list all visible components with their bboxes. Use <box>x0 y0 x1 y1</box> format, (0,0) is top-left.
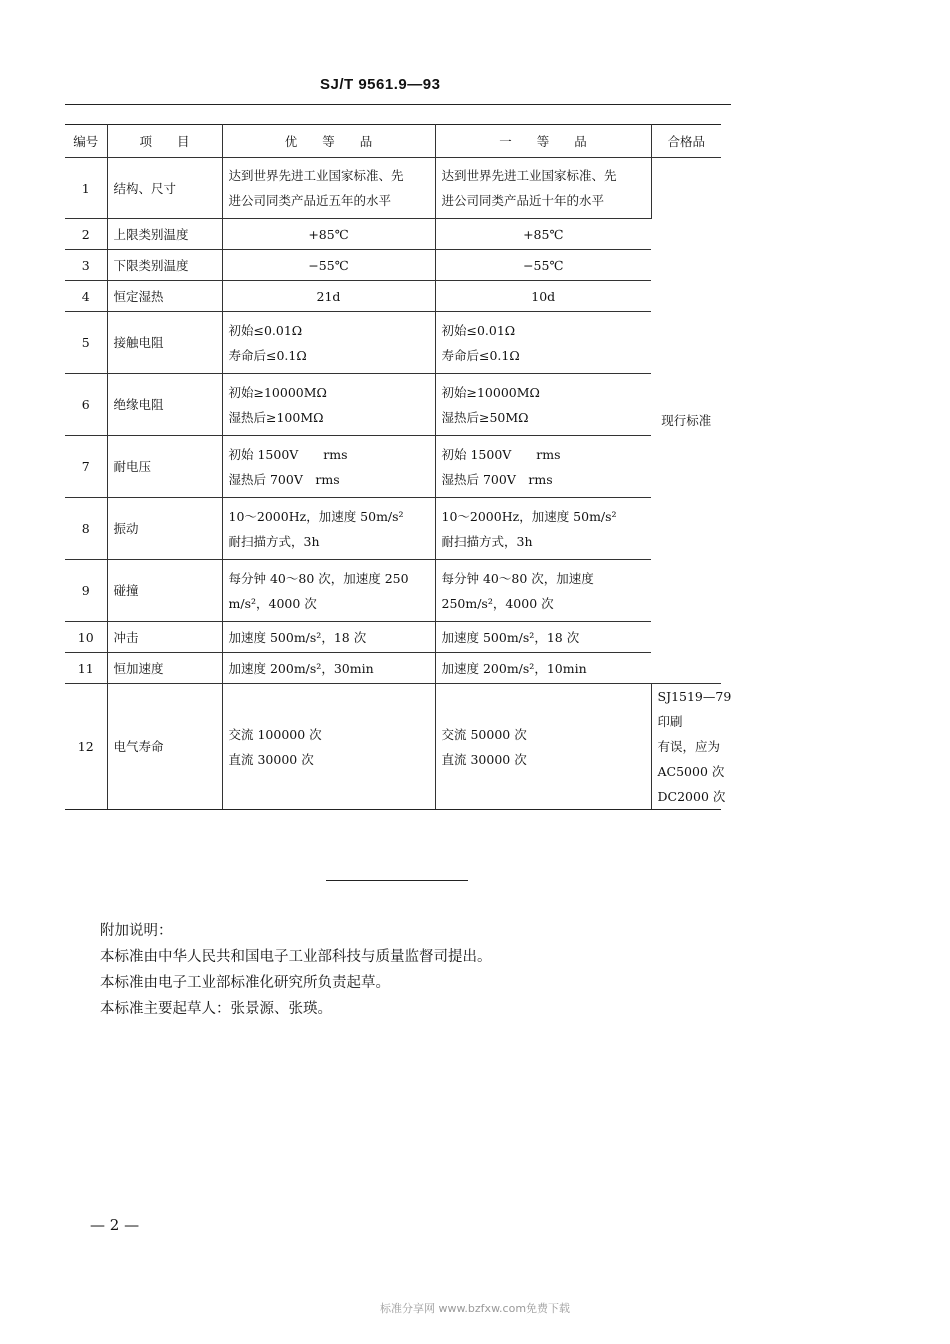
end-of-standard-rule <box>326 880 468 881</box>
row-premium <box>222 560 435 622</box>
first-line: 10～2000Hz，加速度 50m/s² <box>441 508 617 524</box>
table-row <box>65 374 721 436</box>
first-line: 初始≤0.01Ω <box>441 322 516 338</box>
row-first <box>435 653 651 684</box>
premium-line: 湿热后≥100MΩ <box>228 409 324 425</box>
row-first <box>435 219 651 250</box>
qualified-merged-cell: 现行标准 <box>651 158 721 684</box>
table-row <box>65 560 721 622</box>
row-item: 结构、尺寸 <box>107 158 222 219</box>
row-premium <box>222 158 435 219</box>
row-premium <box>222 622 435 653</box>
row-premium <box>222 219 435 250</box>
premium-line: 直流 30000 次 <box>228 751 314 767</box>
row-item: 耐电压 <box>107 436 222 498</box>
row-number: 9 <box>65 560 107 622</box>
first-line: 10d <box>531 288 556 304</box>
first-line: 加速度 500m/s²，18 次 <box>441 629 580 645</box>
row-item: 接触电阻 <box>107 312 222 374</box>
first-line: +85℃ <box>523 226 564 242</box>
row-first <box>435 281 651 312</box>
first-line: 耐扫描方式，3h <box>441 533 533 549</box>
table-row <box>65 653 721 684</box>
row-first <box>435 250 651 281</box>
table-row <box>65 158 721 219</box>
first-line: 达到世界先进工业国家标准、先 <box>441 168 617 183</box>
first-line: 交流 50000 次 <box>441 726 527 742</box>
qualified-row12-remark <box>651 684 732 810</box>
row-first <box>435 158 651 219</box>
row-item: 下限类别温度 <box>107 250 222 281</box>
table-row <box>65 436 721 498</box>
notes-title: 附加说明： <box>100 923 173 939</box>
first-line: −55℃ <box>523 257 564 273</box>
table-row <box>65 219 721 250</box>
row-premium <box>222 498 435 560</box>
first-line: 加速度 200m/s²，10min <box>441 660 587 676</box>
row-number: 12 <box>65 684 107 810</box>
premium-line: 加速度 200m/s²，30min <box>228 660 374 676</box>
col-header-premium: 优 等 品 <box>222 125 435 158</box>
table-row <box>65 281 721 312</box>
premium-line: 10～2000Hz，加速度 50m/s² <box>228 508 404 524</box>
row-number: 11 <box>65 653 107 684</box>
premium-line: 湿热后 700V rms <box>228 471 340 487</box>
premium-line: 达到世界先进工业国家标准、先 <box>228 168 404 183</box>
col-header-first: 一 等 品 <box>435 125 651 158</box>
first-line: 进公司同类产品近十年的水平 <box>441 193 605 208</box>
premium-line: 加速度 500m/s²，18 次 <box>228 629 367 645</box>
row-item: 恒加速度 <box>107 653 222 684</box>
remark-line: AC5000 次 <box>657 764 725 779</box>
row-number: 4 <box>65 281 107 312</box>
premium-line: 初始≥10000MΩ <box>228 384 327 400</box>
premium-line: 21d <box>316 288 341 304</box>
col-header-qualified: 合格品 <box>651 125 721 158</box>
document-code-header: SJ/T 9561.9—93 <box>320 76 441 93</box>
row-item: 振动 <box>107 498 222 560</box>
row-item: 上限类别温度 <box>107 219 222 250</box>
notes-line: 本标准由电子工业部标准化研究所负责起草。 <box>100 975 390 991</box>
row-number: 6 <box>65 374 107 436</box>
premium-line: 初始≤0.01Ω <box>228 322 303 338</box>
row-item: 电气寿命 <box>107 684 222 810</box>
row-first <box>435 684 651 810</box>
row-premium <box>222 312 435 374</box>
premium-line: −55℃ <box>308 257 349 273</box>
row-premium <box>222 374 435 436</box>
premium-line: m/s²，4000 次 <box>228 595 317 611</box>
premium-line: 每分钟 40～80 次，加速度 250 <box>228 570 409 586</box>
first-line: 每分钟 40～80 次，加速度 <box>441 570 594 586</box>
row-item: 碰撞 <box>107 560 222 622</box>
first-line: 湿热后 700V rms <box>441 471 553 487</box>
first-line: 湿热后≥50MΩ <box>441 409 529 425</box>
premium-line: 寿命后≤0.1Ω <box>228 347 307 363</box>
col-header-num: 编号 <box>65 125 107 158</box>
first-line: 直流 30000 次 <box>441 751 527 767</box>
notes-line: 本标准由中华人民共和国电子工业部科技与质量监督司提出。 <box>100 949 492 965</box>
row-number: 3 <box>65 250 107 281</box>
premium-line: 初始 1500V rms <box>228 446 348 462</box>
row-first <box>435 498 651 560</box>
header-rule <box>65 104 731 105</box>
table-header-row <box>65 125 721 158</box>
row-number: 10 <box>65 622 107 653</box>
row-number: 7 <box>65 436 107 498</box>
row-number: 5 <box>65 312 107 374</box>
row-item: 恒定湿热 <box>107 281 222 312</box>
row-first <box>435 312 651 374</box>
remark-line: 印刷 <box>657 714 683 729</box>
row-first <box>435 622 651 653</box>
table-row <box>65 622 721 653</box>
first-line: 初始≥10000MΩ <box>441 384 540 400</box>
row-premium <box>222 653 435 684</box>
row-premium <box>222 684 435 810</box>
notes-line: 本标准主要起草人：张景源、张瑛。 <box>100 1001 332 1017</box>
spec-table <box>65 124 732 810</box>
row-number: 8 <box>65 498 107 560</box>
row-first <box>435 374 651 436</box>
row-item: 绝缘电阻 <box>107 374 222 436</box>
remark-line: 有误，应为 <box>657 739 721 754</box>
row-premium <box>222 436 435 498</box>
remark-line: SJ1519—79 <box>657 689 732 704</box>
row-premium <box>222 281 435 312</box>
row-item: 冲击 <box>107 622 222 653</box>
row-number: 1 <box>65 158 107 219</box>
row-first <box>435 560 651 622</box>
first-line: 250m/s²，4000 次 <box>441 595 554 611</box>
table-row <box>65 498 721 560</box>
table-row <box>65 684 721 810</box>
table-row <box>65 312 721 374</box>
page-number: — 2 — <box>90 1216 140 1234</box>
premium-line: +85℃ <box>308 226 349 242</box>
table-row <box>65 250 721 281</box>
row-number: 2 <box>65 219 107 250</box>
watermark: 标准分享网 www.bzfxw.com免费下载 <box>379 1302 571 1315</box>
row-premium <box>222 250 435 281</box>
premium-line: 交流 100000 次 <box>228 726 322 742</box>
col-header-item: 项 目 <box>107 125 222 158</box>
remark-line: DC2000 次 <box>657 789 726 804</box>
premium-line: 进公司同类产品近五年的水平 <box>228 193 392 208</box>
first-line: 寿命后≤0.1Ω <box>441 347 520 363</box>
premium-line: 耐扫描方式，3h <box>228 533 320 549</box>
additional-notes <box>100 918 492 1022</box>
row-first <box>435 436 651 498</box>
first-line: 初始 1500V rms <box>441 446 561 462</box>
